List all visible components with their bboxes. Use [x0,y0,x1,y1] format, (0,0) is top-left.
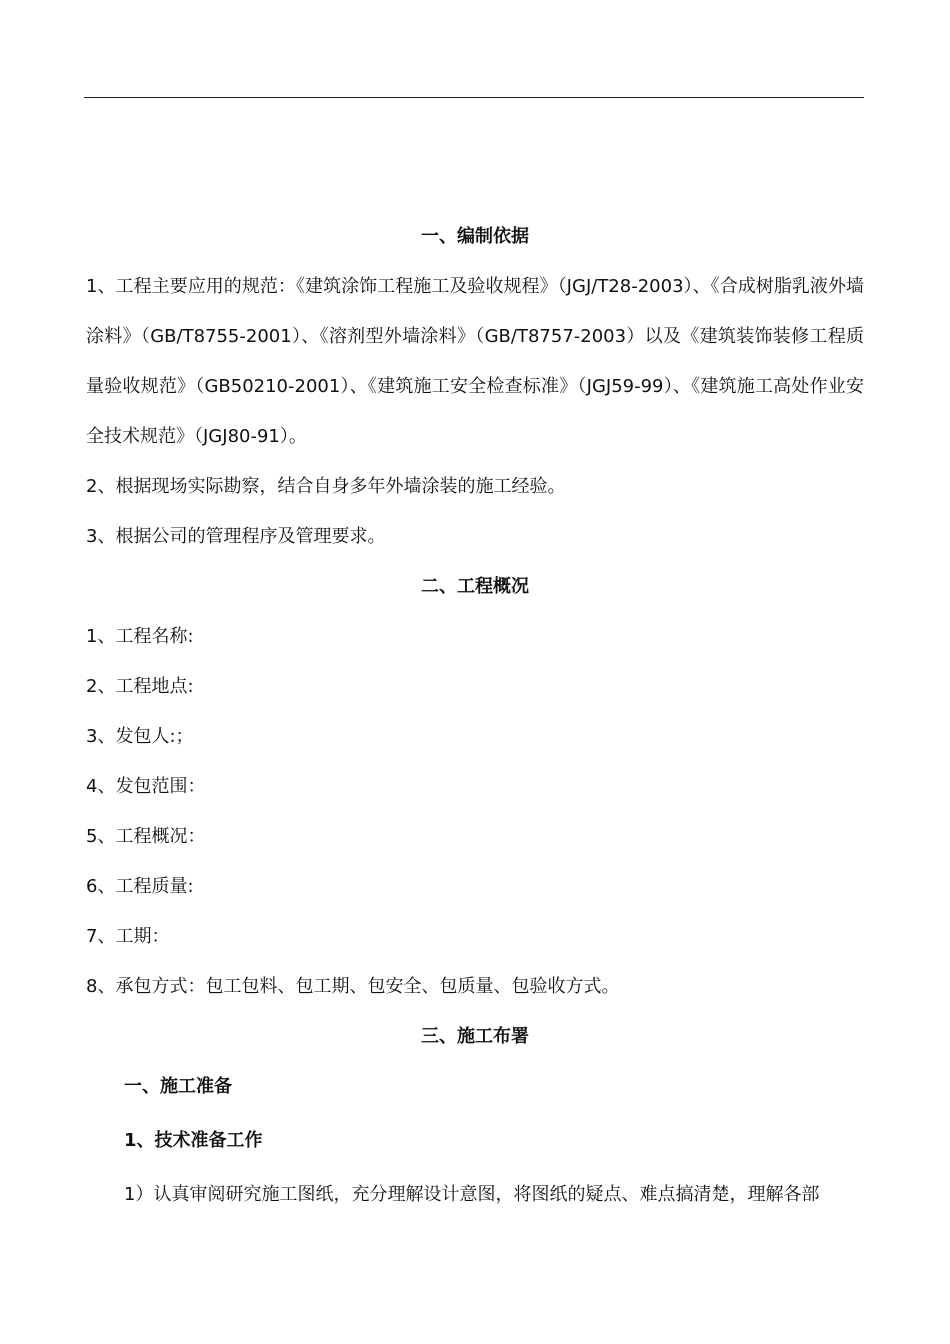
basis-item-3: 3、根据公司的管理程序及管理要求。 [86,526,386,547]
basis-item-1: 1、工程主要应用的规范：《建筑涂饰工程施工及验收规程》（JGJ/T28-2003）、《合成树脂乳液外墙涂料》（GB/T8755-2001）、《溶剂型外墙涂料》（GB/T8757-2003）以及《建筑装饰装修工程质量验收规范》（GB50210-2001）、《建筑施工安全检查标准》（JGJ59-99）、《建筑施工高处作业安全技术规范》（JGJ80-91）。 [86,276,864,447]
basis-item-2: 2、根据现场实际勘察，结合自身多年外墙涂装的施工经验。 [86,476,566,497]
section-title-deployment: 三、施工布署 [421,1026,529,1047]
section-title-overview: 二、工程概况 [421,576,529,597]
overview-item: 6、工程质量: [86,876,194,897]
overview-item: 5、工程概况： [86,826,206,847]
header-rule [84,97,864,98]
overview-item: 7、工期： [86,926,170,947]
overview-item: 2、工程地点: [86,676,194,697]
document-body [86,212,864,1220]
overview-item: 1、工程名称: [86,626,194,647]
sub-heading-technical: 1、技术准备工作 [124,1130,263,1151]
section-title-basis: 一、编制依据 [421,226,529,247]
overview-item: 8、承包方式：包工包料、包工期、包安全、包质量、包验收方式。 [86,976,620,997]
technical-paragraph: 1）认真审阅研究施工图纸，充分理解设计意图，将图纸的疑点、难点搞清楚，理解各部 [124,1184,820,1205]
sub-heading-preparation: 一、施工准备 [124,1076,232,1097]
overview-item: 4、发包范围： [86,776,206,797]
overview-item: 3、发包人:； [86,726,194,747]
